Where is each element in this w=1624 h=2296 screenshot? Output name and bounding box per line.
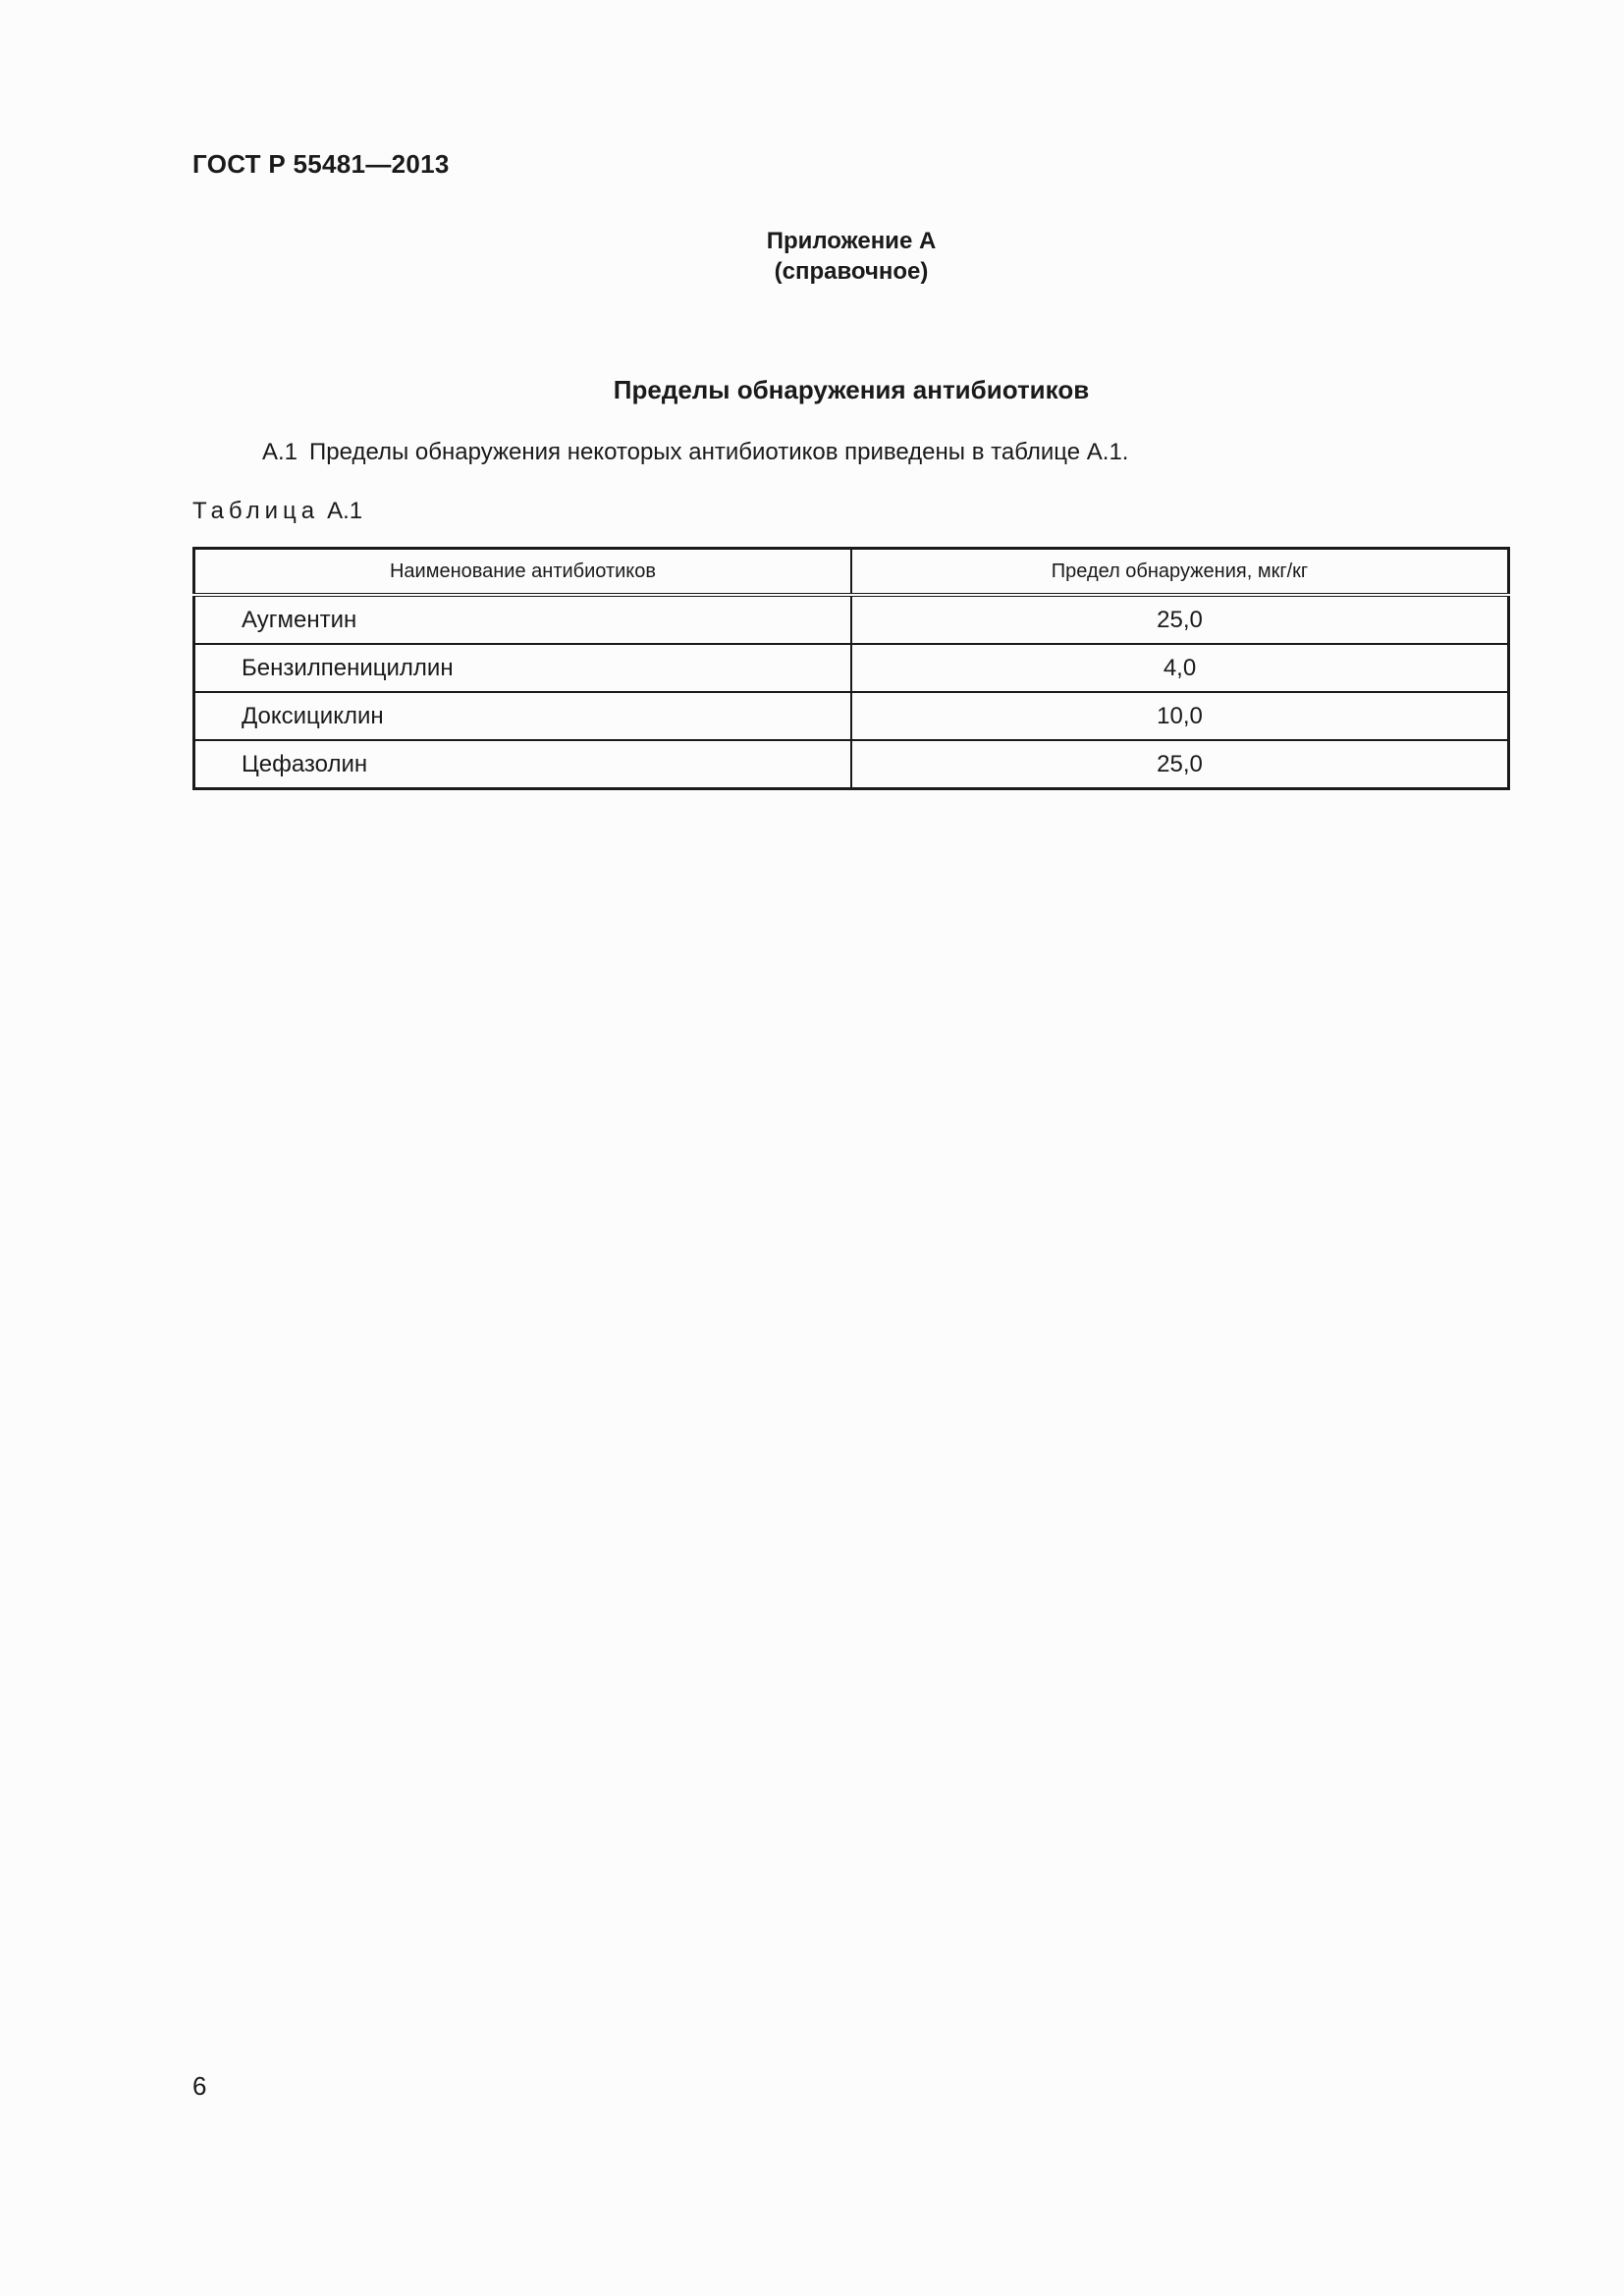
appendix-type: (справочное) xyxy=(774,258,929,285)
antibiotic-name: Бензилпенициллин xyxy=(194,644,852,692)
document-code: ГОСТ Р 55481—2013 xyxy=(192,149,450,179)
column-header-name: Наименование антибиотиков xyxy=(194,549,852,596)
appendix-title: Приложение А xyxy=(766,228,937,254)
appendix-heading xyxy=(0,226,1624,287)
antibiotics-table xyxy=(192,547,1510,790)
table-caption-number: А.1 xyxy=(327,498,363,524)
paragraph xyxy=(262,439,1128,466)
table-row xyxy=(194,692,1509,740)
page-number: 6 xyxy=(192,2071,207,2101)
section-title: Пределы обнаружения антибиотиков xyxy=(613,375,1090,404)
antibiotic-name: Доксициклин xyxy=(194,692,852,740)
table-caption-word: Таблица xyxy=(192,498,320,524)
detection-limit: 25,0 xyxy=(851,595,1509,644)
table-header-row xyxy=(194,549,1509,596)
detection-limit: 25,0 xyxy=(851,740,1509,789)
table-row xyxy=(194,740,1509,789)
antibiotic-name: Аугментин xyxy=(194,595,852,644)
detection-limit: 10,0 xyxy=(851,692,1509,740)
table-row xyxy=(194,644,1509,692)
column-header-limit: Предел обнаружения, мкг/кг xyxy=(851,549,1509,596)
antibiotic-name: Цефазолин xyxy=(194,740,852,789)
paragraph-text: Пределы обнаружения некоторых антибиотиков приведены в таблице А.1. xyxy=(309,439,1129,465)
table-row xyxy=(194,595,1509,644)
detection-limit: 4,0 xyxy=(851,644,1509,692)
table-caption xyxy=(192,498,362,525)
paragraph-number: А.1 xyxy=(262,439,298,465)
